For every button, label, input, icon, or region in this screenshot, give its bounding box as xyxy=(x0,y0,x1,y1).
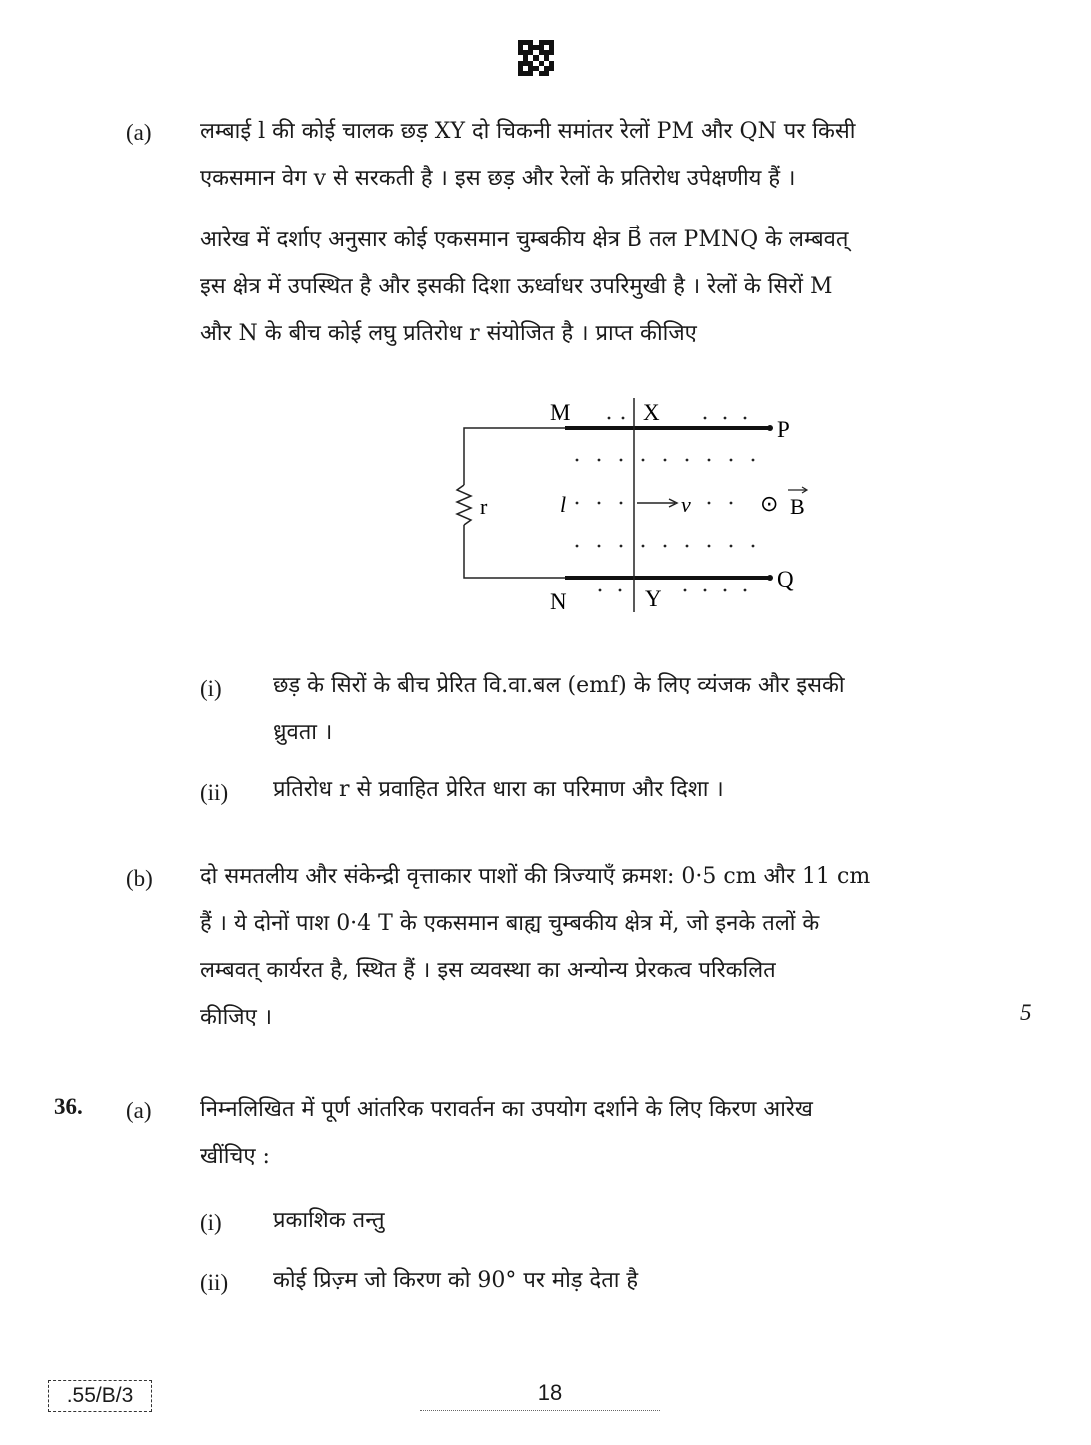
label-p: P xyxy=(777,417,790,442)
label-l: l xyxy=(560,492,567,517)
part-b-line-1: दो समतलीय और संकेन्द्री वृत्ताकार पाशों की त्रिज्याएँ क्रमश: 0·5 cm और 11 cm xyxy=(200,864,871,889)
part-a-text-2 xyxy=(200,216,980,357)
part-b-line-2: हैं । ये दोनों पाश 0·4 T के एकसमान बाह्य चुम्बकीय क्षेत्र में, जो इनके तलों के xyxy=(200,911,820,936)
marks: 5 xyxy=(1020,1000,1032,1025)
rail-end-q xyxy=(767,575,773,581)
part-a-text xyxy=(200,108,980,202)
part-a-line-4: इस क्षेत्र में उपस्थित है और इसकी दिशा ऊर्ध्वाधर उपरिमुखी है । रेलों के सिरों M xyxy=(200,274,833,299)
field-out-symbol: ⊙ xyxy=(760,491,779,516)
q36-line-1: निम्नलिखित में पूर्ण आंतरिक परावर्तन का उपयोग दर्शाने के लिए किरण आरेख xyxy=(200,1097,813,1122)
resistor-r xyxy=(457,485,471,525)
q36-sub-ii-text: कोई प्रिज़्म जो किरण को 90° पर मोड़ देता है xyxy=(273,1268,639,1293)
part-a-line-2: एकसमान वेग v से सरकती है । इस छड़ और रेलों के प्रतिरोध उपेक्षणीय हैं । xyxy=(200,166,796,191)
part-a-line-3: आरेख में दर्शाए अनुसार कोई एकसमान चुम्बकीय क्षेत्र B⃗ तल PMNQ के लम्बवत् xyxy=(200,227,849,252)
label-y: Y xyxy=(645,586,662,611)
rail-circuit-diagram xyxy=(440,390,840,620)
part-b-line-3: लम्बवत् कार्यरत है, स्थित हैं । इस व्यवस्था का अन्योन्य प्रेरकत्व परिकलित xyxy=(200,958,776,983)
q36-sub-ii-label: (ii) xyxy=(200,1270,229,1295)
q36-text xyxy=(200,1086,980,1180)
part-b-text xyxy=(200,853,980,1041)
part-a-sub-ii-label: (ii) xyxy=(200,780,229,805)
part-a-sub-ii-text xyxy=(273,766,980,813)
label-x: X xyxy=(643,400,660,425)
label-b: B xyxy=(790,494,805,519)
wire-bottom xyxy=(464,525,565,578)
label-v: v xyxy=(681,492,691,517)
part-a-sub-i-label: (i) xyxy=(200,676,222,701)
part-a-sub-i-text xyxy=(273,662,980,756)
question-number-36: 36. xyxy=(54,1094,83,1119)
q36-line-2: खींचिए : xyxy=(200,1144,270,1169)
footer-divider xyxy=(420,1410,660,1411)
rail-end-p xyxy=(767,425,773,431)
q36-sub-i-label: (i) xyxy=(200,1210,222,1235)
part-a-sub-i-line-1: छड़ के सिरों के बीच प्रेरित वि.वा.बल (emf) के लिए व्यंजक और इसकी xyxy=(273,673,845,698)
label-n: N xyxy=(550,589,567,614)
paper-code: .55/B/3 xyxy=(48,1380,152,1412)
label-q: Q xyxy=(777,567,794,592)
page-number: 18 xyxy=(537,1380,563,1405)
q36-part-a-label: (a) xyxy=(126,1098,152,1123)
part-b-label: (b) xyxy=(126,866,153,891)
qr-code xyxy=(518,40,554,76)
field-dots xyxy=(576,417,755,592)
wire-top xyxy=(464,428,565,485)
label-r: r xyxy=(480,494,488,519)
label-m: M xyxy=(550,400,571,425)
part-b-line-4: कीजिए । xyxy=(200,1005,273,1030)
part-a-sub-ii-line-1: प्रतिरोध r से प्रवाहित प्रेरित धारा का परिमाण और दिशा । xyxy=(273,777,724,802)
part-a-label: (a) xyxy=(126,120,152,145)
part-a-line-5: और N के बीच कोई लघु प्रतिरोध r संयोजित है । प्राप्त कीजिए xyxy=(200,321,697,346)
part-a-sub-i-line-2: ध्रुवता । xyxy=(273,720,333,745)
q36-sub-i-text: प्रकाशिक तन्तु xyxy=(273,1208,385,1233)
part-a-line-1: लम्बाई l की कोई चालक छड़ XY दो चिकनी समांतर रेलों PM और QN पर किसी xyxy=(200,119,856,144)
